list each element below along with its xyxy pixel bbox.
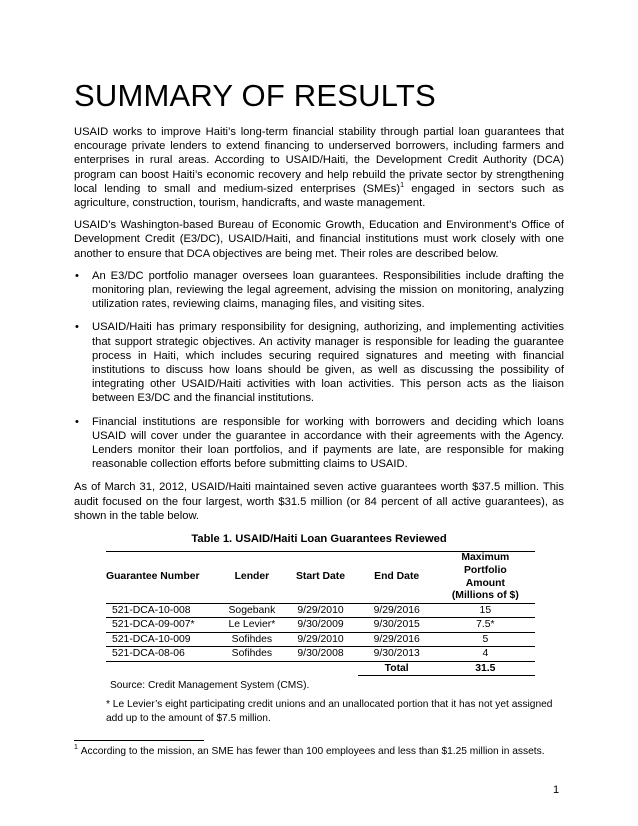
cell-end-date: 9/30/2015 (358, 618, 436, 632)
table-total-row (106, 661, 535, 675)
list-item-text: USAID/Haiti has primary responsibility for designing, authorizing, and implementing activities that support strategic objectives. An activity manager is responsible for leading the guarantee process in Haiti, which includes securing required signatures and meeting with financial institutions to discuss how loans should be given, as well as discussing the possibility of integrating other USAID/Haiti activities with loan activities. This person acts as the liaison between E3/DC and the financial institutions. (92, 321, 564, 405)
header-guarantee-number: Guarantee Number (106, 571, 200, 583)
bullet-icon: • (75, 415, 79, 428)
total-label: Total (358, 661, 436, 675)
table-title: Table 1. USAID/Haiti Loan Guarantees Reviewed (191, 533, 447, 546)
list-item-text: Financial institutions are responsible for working with borrowers and deciding which loans USAID will cover under the guarantee in accordance with their agreements with the Agency. Lenders monitor their loan portfolios, and if payments are late, are responsible for making reasonable collection efforts before submitting claims to USAID. (92, 415, 564, 471)
cell-end-date: 9/29/2016 (358, 604, 436, 618)
header-lender: Lender (234, 571, 270, 583)
table-row (106, 618, 535, 632)
roles-list (74, 269, 564, 472)
page-title: SUMMARY OF RESULTS (74, 78, 436, 113)
list-item (74, 320, 564, 405)
cell-amount: 15 (436, 604, 535, 618)
footnote (74, 745, 564, 758)
cell-start-date: 9/29/2010 (283, 632, 357, 646)
guarantees-paragraph: As of March 31, 2012, USAID/Haiti maintained seven active guarantees worth $37.5 million. This audit focused on the four largest, worth $31.5 million (or 84 percent of all active guarantees), as shown in the table below. (74, 481, 564, 522)
table-row (106, 604, 535, 618)
bullet-icon: • (75, 321, 79, 334)
cell-lender: Sofihdes (220, 647, 283, 661)
footnote-reference: 1 (400, 181, 405, 189)
cell-lender: Sogebank (220, 604, 283, 618)
header-end-date: End Date (374, 571, 420, 583)
cell-lender: Le Levier* (220, 618, 283, 632)
list-item (74, 269, 564, 312)
cell-lender: Sofihdes (220, 632, 283, 646)
intro-text: USAID works to improve Haiti’s long-term financial stability through partial loan guarantees that encourage private lenders to extend financing to underserved borrowers, including farmers and enterprises in rural areas. According to USAID/Haiti, the Development Credit Authority (DCA) program can boost Haiti’s economic recovery and help rebuild the private sector by strengthening local lending to small and medium-sized enterprises (SMEs) (74, 126, 564, 195)
cell-guarantee-number: 521-DCA-09-007* (106, 618, 220, 632)
list-item (74, 415, 564, 472)
total-value: 31.5 (436, 661, 535, 675)
footnote-marker: 1 (74, 744, 78, 752)
document-page (74, 78, 564, 758)
bullet-icon: • (75, 269, 79, 282)
footnote-text: According to the mission, an SME has fewer than 100 employees and less than $1.25 million in assets. (80, 746, 545, 758)
footnote-divider (74, 740, 204, 741)
cell-amount: 4 (436, 647, 535, 661)
cell-start-date: 9/30/2009 (283, 618, 357, 632)
cell-guarantee-number: 521-DCA-08-06 (106, 647, 220, 661)
page-number: 1 (553, 784, 560, 796)
intro-paragraph (74, 125, 564, 210)
roles-paragraph: USAID’s Washington-based Bureau of Economic Growth, Education and Environment’s Office of Development Credit (E3/DC), USAID/Haiti, and financial institutions must work closely with one another to ensure that DCA objectives are being met. Their roles are described below. (74, 219, 564, 260)
cell-amount: 7.5* (436, 618, 535, 632)
cell-amount: 5 (436, 632, 535, 646)
table-header-row (106, 552, 535, 604)
list-item-text: An E3/DC portfolio manager oversees loan guarantees. Responsibilities include drafting the monitoring plan, reviewing the legal agreement, advising the mission on monitoring, analyzing utilization rates, reviewing claims, managing files, and visiting sites. (92, 269, 564, 311)
cell-guarantee-number: 521-DCA-10-008 (106, 604, 220, 618)
cell-guarantee-number: 521-DCA-10-009 (106, 632, 220, 646)
table-row (106, 647, 535, 661)
table-source: Source: Credit Management System (CMS). (110, 680, 310, 692)
header-start-date: Start Date (295, 571, 346, 583)
header-max-amount: Maximum Portfolio Amount (Millions of $) (451, 552, 519, 602)
guarantees-table (106, 551, 535, 676)
intro-text-continued: engaged in sectors such as agriculture, construction, tourism, handicrafts, and waste management. (74, 182, 564, 210)
cell-start-date: 9/30/2008 (283, 647, 357, 661)
cell-end-date: 9/30/2013 (358, 647, 436, 661)
table-row (106, 632, 535, 646)
cell-start-date: 9/29/2010 (283, 604, 357, 618)
table-note: * Le Levier’s eight participating credit unions and an unallocated portion that it has not yet assigned add up to the amount of $7.5 million. (106, 699, 553, 725)
cell-end-date: 9/29/2016 (358, 632, 436, 646)
